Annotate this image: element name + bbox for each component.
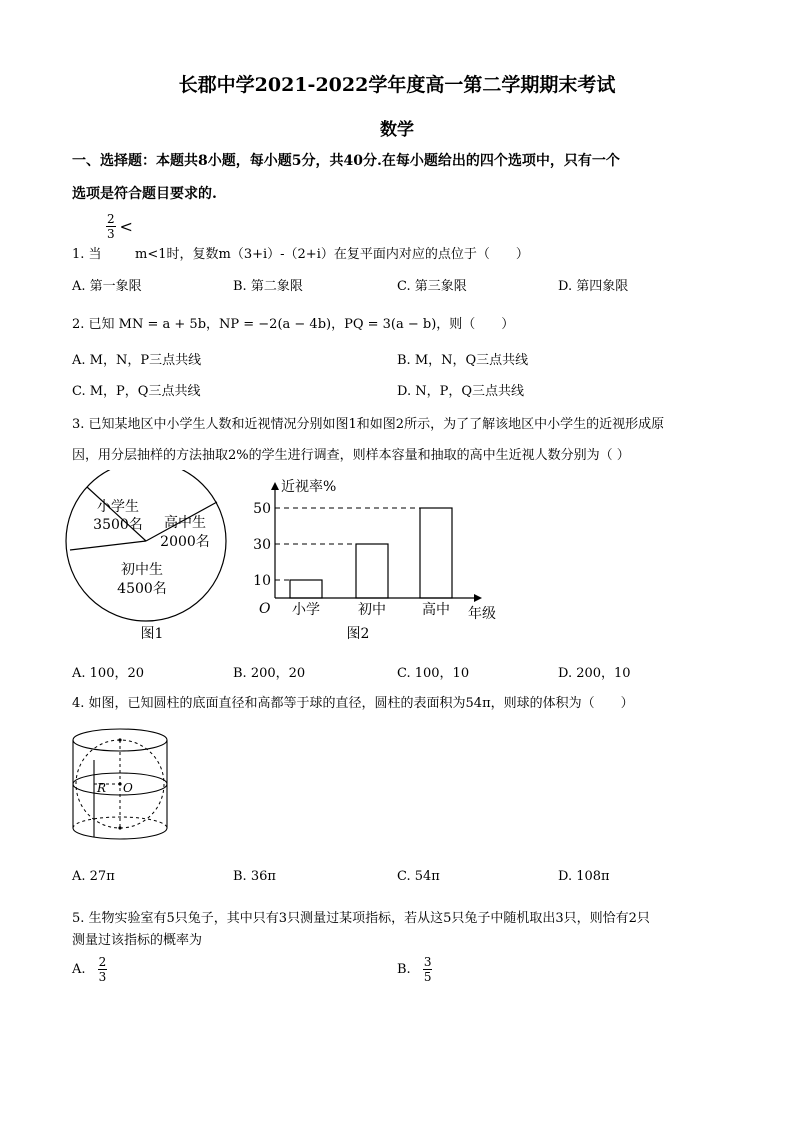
bar-chart <box>250 470 510 655</box>
y-tick-label: 30 <box>253 537 271 553</box>
y-tick-label: 50 <box>253 501 271 517</box>
q2-option-b: B. M，N，Q三点共线 <box>397 353 529 368</box>
pie-seg3-count: 4500名 <box>117 581 167 597</box>
pie-seg3-name: 初中生 <box>121 562 163 578</box>
bar-小学 <box>290 580 322 598</box>
y-tick-label: 10 <box>253 573 271 589</box>
q2-option-a: A. M，N，P三点共线 <box>72 353 202 368</box>
center-label: O <box>123 781 133 795</box>
bottom-center-dot <box>118 826 121 829</box>
q5-option-a-num: 2 <box>98 955 107 969</box>
top-center-dot <box>118 738 121 741</box>
q1-option-c: C. 第三象限 <box>397 279 467 294</box>
q5-option-b-den: 5 <box>423 970 432 984</box>
pie-figure <box>60 470 260 655</box>
section-instructions-line1: 一、选择题：本题共8小题，每小题5分，共40分.在每小题给出的四个选项中，只有一个 <box>72 153 620 169</box>
pie-divider-3 <box>70 541 146 550</box>
q5-option-a-den: 3 <box>98 970 107 984</box>
q1-option-b: B. 第二象限 <box>233 279 303 294</box>
q1-option-d: D. 第四象限 <box>558 279 629 294</box>
bar-caption: 图2 <box>346 626 370 642</box>
q1-option-a: A. 第一象限 <box>72 279 142 294</box>
q1-lt-sign: < <box>119 217 133 236</box>
q2-text: 2. 已知 MN = a + 5b，NP = −2(a − 4b)，PQ = 3(a − b)，则（ ） <box>72 317 515 332</box>
q3-option-a: A. 100，20 <box>72 666 145 681</box>
q4-option-a: A. 27π <box>72 869 115 884</box>
q2-option-d: D. N，P，Q三点共线 <box>397 384 525 399</box>
q5-text-line2: 测量过该指标的概率为 <box>72 933 203 948</box>
bar-初中 <box>356 544 388 598</box>
q5-option-b <box>397 956 432 983</box>
x-tick-label: 高中 <box>422 602 450 618</box>
exam-title: 长郡中学2021-2022学年度高一第二学期期末考试 <box>178 74 616 96</box>
section-instructions-line2: 选项是符合题目要求的. <box>72 186 217 202</box>
x-axis-arrow <box>474 594 482 602</box>
q3-option-b: B. 200，20 <box>233 666 306 681</box>
cylinder-bottom-front <box>73 828 167 839</box>
x-tick-label: 初中 <box>358 602 386 618</box>
pie-seg1-name: 小学生 <box>97 499 139 515</box>
q1-fraction <box>106 213 133 240</box>
pie-seg2-name: 高中生 <box>164 515 206 531</box>
q1-prefix: 1. 当 <box>72 247 102 262</box>
q4-option-c: C. 54π <box>397 869 440 884</box>
origin-label: O <box>259 601 271 617</box>
pie-caption: 图1 <box>140 626 164 642</box>
center-dot <box>118 782 121 785</box>
q1-text: m<1时，复数m（3+i）-（2+i）在复平面内对应的点位于（ ） <box>135 247 529 262</box>
q4-option-d: D. 108π <box>558 869 610 884</box>
q4-text: 4. 如图，已知圆柱的底面直径和高都等于球的直径，圆柱的表面积为54π，则球的体积为（ ） <box>72 696 634 711</box>
q3-text-line2: 因，用分层抽样的方法抽取2%的学生进行调查，则样本容量和抽取的高中生近视人数分别为（ ） <box>72 448 630 463</box>
q4-option-b: B. 36π <box>233 869 276 884</box>
bar-高中 <box>420 508 452 598</box>
subject-title: 数学 <box>380 120 414 140</box>
q1-frac-num: 2 <box>107 212 115 226</box>
x-axis-label: 年级 <box>468 606 496 622</box>
q3-text-line1: 3. 已知某地区中小学生人数和近视情况分别如图1和如图2所示，为了了解该地区中小学生的近视形成原 <box>72 417 665 432</box>
y-axis-arrow <box>271 482 279 490</box>
q5-option-b-label: B. <box>397 962 411 977</box>
q1-frac-den: 3 <box>107 227 115 241</box>
q3-option-c: C. 100，10 <box>397 666 470 681</box>
q2-option-c: C. M，P，Q三点共线 <box>72 384 201 399</box>
q5-option-a-label: A. <box>72 962 86 977</box>
radius-label: R <box>97 781 107 795</box>
q5-option-a <box>72 956 107 983</box>
y-axis-label: 近视率% <box>281 479 337 495</box>
pie-seg2-count: 2000名 <box>160 534 210 550</box>
pie-seg1-count: 3500名 <box>93 517 143 533</box>
q3-option-d: D. 200，10 <box>558 666 631 681</box>
x-tick-label: 小学 <box>292 602 320 618</box>
q5-text-line1: 5. 生物实验室有5只兔子，其中只有3只测量过某项指标，若从这5只兔子中随机取出3只，则恰有2只 <box>72 911 650 926</box>
q5-option-b-num: 3 <box>423 955 432 969</box>
cylinder-sphere-figure <box>66 718 176 858</box>
